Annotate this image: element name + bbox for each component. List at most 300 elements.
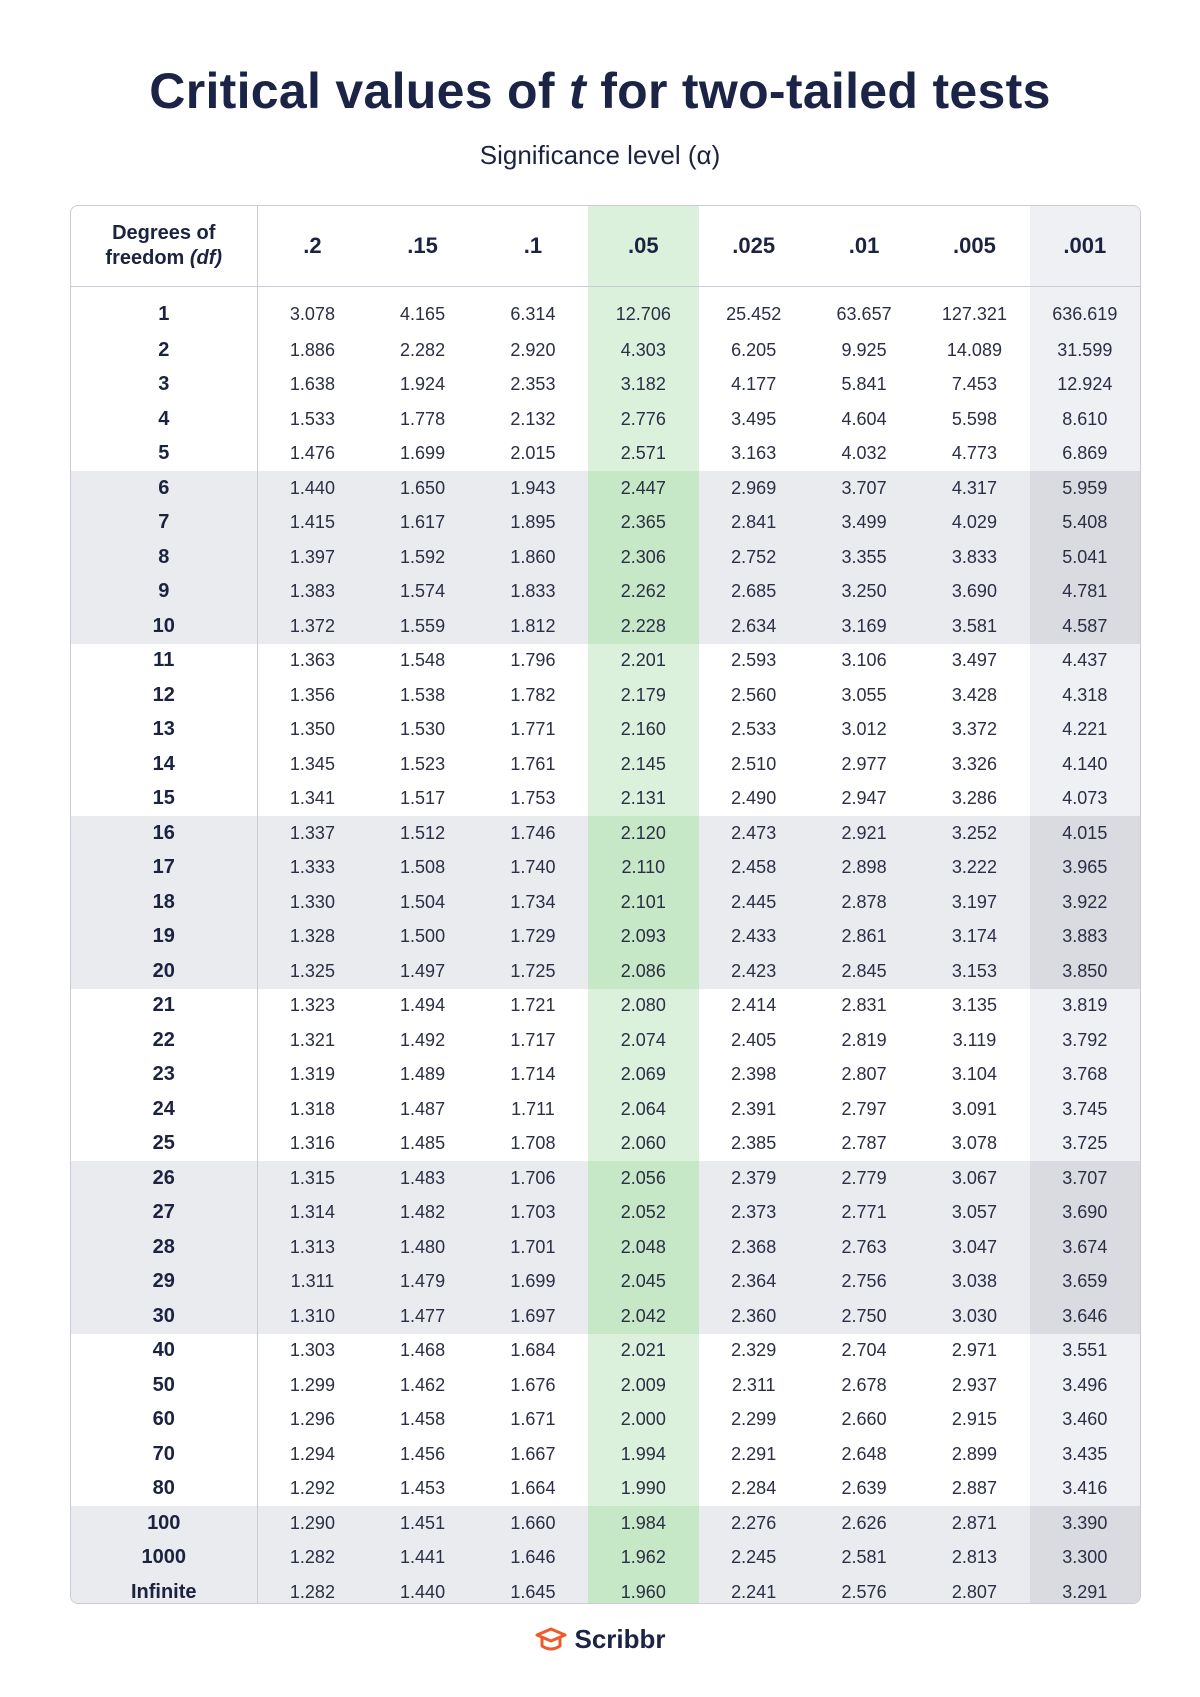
critical-value-cell: 4.318	[1030, 678, 1140, 713]
critical-value-cell: 1.504	[367, 885, 477, 920]
alpha-header-p15: .15	[367, 206, 477, 287]
df-cell: 4	[71, 402, 257, 437]
critical-value-cell: 3.551	[1030, 1334, 1140, 1369]
critical-value-cell: 3.047	[919, 1230, 1029, 1265]
critical-value-cell: 1.592	[367, 540, 477, 575]
critical-value-cell: 1.924	[400, 374, 446, 395]
df-cell: 16	[71, 816, 257, 851]
critical-value-cell: 1.489	[400, 1064, 446, 1085]
table-row	[71, 437, 1140, 472]
table-row	[71, 1368, 1140, 1403]
critical-value-cell: 3.883	[1030, 920, 1140, 955]
table-row	[71, 1265, 1140, 1300]
critical-value-cell: 2.179	[588, 678, 698, 713]
scribbr-logo-icon	[534, 1626, 568, 1654]
critical-value-cell: 4.781	[1030, 575, 1140, 610]
critical-value-cell: 3.091	[951, 1098, 997, 1119]
critical-value-cell: 3.372	[951, 719, 997, 740]
df-cell: 22	[71, 1023, 257, 1058]
critical-value-cell: 1.451	[367, 1506, 477, 1541]
critical-value-cell: 2.414	[731, 995, 777, 1016]
critical-value-cell: 2.678	[841, 1374, 887, 1395]
critical-value-cell: 1.328	[257, 920, 367, 955]
df-cell: 15	[71, 782, 257, 817]
df-header-line1: Degrees of	[112, 222, 216, 244]
critical-value-cell: 1.664	[510, 1478, 556, 1499]
df-cell: 28	[71, 1230, 257, 1265]
table-row	[71, 782, 1140, 817]
critical-value-cell: 1.617	[367, 506, 477, 541]
critical-value-cell: 4.437	[1030, 644, 1140, 679]
critical-value-cell: 3.659	[1030, 1265, 1140, 1300]
critical-value-cell: 4.773	[951, 443, 997, 464]
table-row	[71, 506, 1140, 541]
df-cell: 50	[71, 1368, 257, 1403]
critical-value-cell: 2.245	[699, 1541, 809, 1576]
critical-value-cell: 2.132	[510, 408, 556, 429]
critical-value-cell: 2.878	[809, 885, 919, 920]
alpha-header-p005: .005	[919, 206, 1029, 287]
table-row	[71, 1058, 1140, 1093]
alpha-header-p2: .2	[257, 206, 367, 287]
critical-value-cell: 2.819	[841, 1029, 887, 1050]
critical-value-cell: 3.499	[809, 506, 919, 541]
critical-value-cell: 1.494	[400, 995, 446, 1016]
critical-value-cell: 2.626	[809, 1506, 919, 1541]
critical-value-cell: 8.610	[1030, 402, 1140, 437]
df-cell: 10	[71, 609, 257, 644]
table-row	[71, 1506, 1140, 1541]
critical-value-cell: 3.030	[919, 1299, 1029, 1334]
critical-value-cell: 3.833	[919, 540, 1029, 575]
critical-value-cell: 1.962	[588, 1541, 698, 1576]
df-cell: 8	[71, 540, 257, 575]
df-cell: 11	[71, 644, 257, 679]
critical-value-cell: 2.398	[731, 1064, 777, 1085]
critical-value-cell: 2.576	[809, 1575, 919, 1604]
critical-value-cell: 2.571	[588, 437, 698, 472]
critical-value-cell: 2.490	[731, 788, 777, 809]
critical-value-cell: 1.645	[478, 1575, 588, 1604]
df-cell: 26	[71, 1161, 257, 1196]
critical-value-cell: 14.089	[946, 339, 1002, 360]
df-cell: 7	[71, 506, 257, 541]
critical-value-cell: 2.131	[588, 782, 698, 817]
critical-value-cell: 1.753	[510, 788, 556, 809]
critical-value-cell: 3.690	[919, 575, 1029, 610]
critical-value-cell: 3.390	[1030, 1506, 1140, 1541]
table-row	[71, 1161, 1140, 1196]
table-row	[71, 1092, 1140, 1127]
critical-value-cell: 2.021	[588, 1334, 698, 1369]
critical-value-cell: 2.704	[841, 1340, 887, 1361]
critical-value-cell: 2.015	[510, 443, 556, 464]
critical-value-cell: 2.831	[841, 995, 887, 1016]
critical-value-cell: 3.768	[1030, 1058, 1140, 1093]
critical-value-cell: 1.314	[257, 1196, 367, 1231]
critical-value-cell: 1.333	[257, 851, 367, 886]
table-row	[71, 1403, 1140, 1438]
critical-value-cell: 3.355	[809, 540, 919, 575]
critical-value-cell: 2.807	[841, 1064, 887, 1085]
title-text-before: Critical values of	[149, 63, 570, 119]
critical-value-cell: 1.480	[367, 1230, 477, 1265]
alpha-header-p001: .001	[1030, 206, 1140, 287]
critical-value-cell: 4.140	[1030, 747, 1140, 782]
critical-value-cell: 3.792	[1030, 1023, 1140, 1058]
critical-value-cell: 9.925	[841, 339, 887, 360]
critical-value-cell: 3.104	[951, 1064, 997, 1085]
critical-value-cell: 1.311	[257, 1265, 367, 1300]
critical-value-cell: 3.163	[731, 443, 777, 464]
critical-value-cell: 1.796	[510, 650, 556, 671]
df-cell: 14	[71, 747, 257, 782]
df-cell: 17	[71, 851, 257, 886]
title-variable-t: t	[569, 63, 586, 119]
critical-value-cell: 2.423	[699, 954, 809, 989]
critical-value-cell: 1.574	[367, 575, 477, 610]
critical-value-cell: 31.599	[1030, 333, 1140, 368]
df-cell: 80	[71, 1472, 257, 1507]
critical-value-cell: 5.598	[951, 408, 997, 429]
critical-value-cell: 1.456	[400, 1443, 446, 1464]
critical-value-cell: 2.779	[809, 1161, 919, 1196]
critical-value-cell: 2.000	[588, 1403, 698, 1438]
critical-value-cell: 1.318	[289, 1098, 335, 1119]
table-header-row	[71, 206, 1140, 287]
critical-value-cell: 2.593	[731, 650, 777, 671]
df-cell: 2	[71, 333, 257, 368]
table-row	[71, 678, 1140, 713]
table-row	[71, 1541, 1140, 1576]
df-cell: 19	[71, 920, 257, 955]
critical-value-cell: 2.813	[919, 1541, 1029, 1576]
critical-value-cell: 1.497	[367, 954, 477, 989]
critical-value-cell: 1.671	[510, 1409, 556, 1430]
critical-value-cell: 1.721	[510, 995, 556, 1016]
table-row	[71, 540, 1140, 575]
critical-value-cell: 4.317	[919, 471, 1029, 506]
critical-value-cell: 5.041	[1030, 540, 1140, 575]
critical-value-cell: 2.120	[588, 816, 698, 851]
critical-value-cell: 2.560	[731, 684, 777, 705]
table-row	[71, 287, 1140, 334]
table-body	[71, 287, 1140, 1605]
critical-value-cell: 1.886	[289, 339, 335, 360]
page-title	[0, 62, 1200, 120]
critical-value-cell: 2.473	[699, 816, 809, 851]
df-cell: 9	[71, 575, 257, 610]
df-cell: 29	[71, 1265, 257, 1300]
critical-value-cell: 2.093	[588, 920, 698, 955]
df-cell: 27	[71, 1196, 257, 1231]
critical-value-cell: 2.060	[588, 1127, 698, 1162]
critical-value-cell: 3.725	[1030, 1127, 1140, 1162]
df-cell: 30	[71, 1299, 257, 1334]
t-table-container	[70, 205, 1141, 1604]
critical-value-cell: 3.416	[1030, 1472, 1140, 1507]
critical-value-cell: 3.496	[1030, 1368, 1140, 1403]
critical-value-cell: 5.959	[1030, 471, 1140, 506]
critical-value-cell: 6.205	[731, 339, 777, 360]
critical-value-cell: 1.833	[478, 575, 588, 610]
critical-value-cell: 2.145	[588, 747, 698, 782]
critical-value-cell: 1.984	[588, 1506, 698, 1541]
critical-value-cell: 1.667	[510, 1443, 556, 1464]
critical-value-cell: 1.479	[367, 1265, 477, 1300]
critical-value-cell: 3.057	[919, 1196, 1029, 1231]
critical-value-cell: 1.500	[367, 920, 477, 955]
critical-value-cell: 2.648	[841, 1443, 887, 1464]
critical-value-cell: 1.325	[257, 954, 367, 989]
critical-value-cell: 3.106	[841, 650, 887, 671]
df-cell: 13	[71, 713, 257, 748]
critical-value-cell: 1.538	[400, 684, 446, 705]
critical-value-cell: 2.160	[588, 713, 698, 748]
critical-value-cell: 1.345	[289, 753, 335, 774]
critical-value-cell: 1.703	[478, 1196, 588, 1231]
critical-value-cell: 2.807	[919, 1575, 1029, 1604]
critical-value-cell: 1.483	[367, 1161, 477, 1196]
critical-value-cell: 2.685	[699, 575, 809, 610]
critical-value-cell: 2.368	[699, 1230, 809, 1265]
critical-value-cell: 1.508	[367, 851, 477, 886]
critical-value-cell: 1.548	[400, 650, 446, 671]
critical-value-cell: 2.750	[809, 1299, 919, 1334]
critical-value-cell: 4.604	[841, 408, 887, 429]
critical-value-cell: 3.581	[919, 609, 1029, 644]
critical-value-cell: 25.452	[726, 303, 782, 324]
critical-value-cell: 2.056	[588, 1161, 698, 1196]
critical-value-cell: 4.303	[588, 333, 698, 368]
critical-value-cell: 2.756	[809, 1265, 919, 1300]
critical-value-cell: 2.841	[699, 506, 809, 541]
critical-value-cell: 3.819	[1030, 989, 1140, 1024]
critical-value-cell: 2.533	[731, 719, 777, 740]
critical-value-cell: 4.015	[1030, 816, 1140, 851]
critical-value-cell: 1.330	[257, 885, 367, 920]
critical-value-cell: 1.711	[511, 1098, 555, 1119]
critical-value-cell: 2.373	[699, 1196, 809, 1231]
critical-value-cell: 1.303	[289, 1340, 335, 1361]
critical-value-cell: 1.638	[289, 374, 335, 395]
df-cell: 100	[71, 1506, 257, 1541]
critical-value-cell: 1.487	[400, 1098, 446, 1119]
critical-value-cell: 2.639	[841, 1478, 887, 1499]
critical-value-cell: 7.453	[951, 374, 997, 395]
df-cell: 70	[71, 1437, 257, 1472]
critical-value-cell: 2.276	[699, 1506, 809, 1541]
critical-value-cell: 3.067	[919, 1161, 1029, 1196]
table-row	[71, 402, 1140, 437]
critical-value-cell: 1.341	[289, 788, 335, 809]
df-cell: 25	[71, 1127, 257, 1162]
critical-value-cell: 1.492	[400, 1029, 446, 1050]
scribbr-logo	[0, 1624, 1200, 1655]
critical-value-cell: 2.899	[951, 1443, 997, 1464]
critical-value-cell: 1.441	[367, 1541, 477, 1576]
critical-value-cell: 2.887	[951, 1478, 997, 1499]
alpha-header-p05: .05	[588, 206, 698, 287]
critical-value-cell: 2.228	[588, 609, 698, 644]
critical-value-cell: 1.482	[367, 1196, 477, 1231]
critical-value-cell: 1.895	[478, 506, 588, 541]
critical-value-cell: 3.922	[1030, 885, 1140, 920]
critical-value-cell: 2.365	[588, 506, 698, 541]
critical-value-cell: 1.310	[257, 1299, 367, 1334]
critical-value-cell: 2.797	[841, 1098, 887, 1119]
critical-value-cell: 1.415	[257, 506, 367, 541]
df-cell: 12	[71, 678, 257, 713]
critical-value-cell: 1.316	[289, 1133, 335, 1154]
table-row	[71, 609, 1140, 644]
critical-value-cell: 2.921	[809, 816, 919, 851]
critical-value-cell: 1.706	[478, 1161, 588, 1196]
critical-value-cell: 1.323	[289, 995, 335, 1016]
critical-value-cell: 3.646	[1030, 1299, 1140, 1334]
critical-value-cell: 3.965	[1030, 851, 1140, 886]
critical-value-cell: 2.969	[699, 471, 809, 506]
critical-value-cell: 1.771	[510, 719, 556, 740]
critical-value-cell: 1.476	[289, 443, 335, 464]
critical-value-cell: 3.174	[919, 920, 1029, 955]
critical-value-cell: 636.619	[1030, 287, 1140, 334]
critical-value-cell: 1.468	[400, 1340, 446, 1361]
table-row	[71, 333, 1140, 368]
critical-value-cell: 2.391	[731, 1098, 777, 1119]
critical-value-cell: 2.201	[588, 644, 698, 679]
critical-value-cell: 2.920	[510, 339, 556, 360]
critical-value-cell: 3.012	[841, 719, 887, 740]
critical-value-cell: 2.776	[588, 402, 698, 437]
critical-value-cell: 1.725	[478, 954, 588, 989]
critical-value-cell: 3.674	[1030, 1230, 1140, 1265]
critical-value-cell: 3.850	[1030, 954, 1140, 989]
df-cell: 5	[71, 437, 257, 472]
df-cell: 24	[71, 1092, 257, 1127]
critical-value-cell: 1.530	[400, 719, 446, 740]
critical-value-cell: 1.458	[400, 1409, 446, 1430]
df-cell: 40	[71, 1334, 257, 1369]
critical-value-cell: 6.869	[1030, 437, 1140, 472]
critical-value-cell: 1.440	[257, 471, 367, 506]
critical-value-cell: 2.052	[588, 1196, 698, 1231]
table-row	[71, 1230, 1140, 1265]
critical-value-cell: 2.282	[400, 339, 446, 360]
alpha-header-p01: .01	[809, 206, 919, 287]
table-row	[71, 989, 1140, 1024]
critical-value-cell: 2.042	[588, 1299, 698, 1334]
critical-value-cell: 1.363	[289, 650, 335, 671]
table-row	[71, 713, 1140, 748]
critical-value-cell: 1.994	[588, 1437, 698, 1472]
critical-value-cell: 3.135	[951, 995, 997, 1016]
critical-value-cell: 3.428	[951, 684, 997, 705]
critical-value-cell: 3.707	[809, 471, 919, 506]
table-row	[71, 575, 1140, 610]
critical-value-cell: 1.943	[478, 471, 588, 506]
critical-value-cell: 3.286	[951, 788, 997, 809]
critical-value-cell: 1.697	[478, 1299, 588, 1334]
critical-value-cell: 4.587	[1030, 609, 1140, 644]
critical-value-cell: 2.458	[699, 851, 809, 886]
critical-value-cell: 3.153	[919, 954, 1029, 989]
critical-value-cell: 2.048	[588, 1230, 698, 1265]
critical-value-cell: 1.782	[510, 684, 556, 705]
critical-value-cell: 1.319	[289, 1064, 335, 1085]
critical-value-cell: 1.812	[478, 609, 588, 644]
critical-value-cell: 1.290	[257, 1506, 367, 1541]
critical-value-cell: 1.714	[510, 1064, 556, 1085]
title-text-after: for two-tailed tests	[586, 63, 1051, 119]
critical-value-cell: 2.898	[809, 851, 919, 886]
table-row	[71, 471, 1140, 506]
critical-value-cell: 3.078	[951, 1133, 997, 1154]
critical-value-cell: 1.383	[257, 575, 367, 610]
critical-value-cell: 1.960	[588, 1575, 698, 1604]
critical-value-cell: 2.915	[951, 1409, 997, 1430]
critical-value-cell: 1.315	[257, 1161, 367, 1196]
critical-value-cell: 2.379	[699, 1161, 809, 1196]
critical-value-cell: 2.752	[699, 540, 809, 575]
df-cell: 1000	[71, 1541, 257, 1576]
logo-text: Scribbr	[574, 1624, 666, 1654]
critical-value-cell: 5.841	[841, 374, 887, 395]
critical-value-cell: 3.291	[1030, 1575, 1140, 1604]
critical-value-cell: 2.353	[510, 374, 556, 395]
critical-value-cell: 2.009	[588, 1368, 698, 1403]
critical-value-cell: 2.311	[731, 1374, 776, 1395]
critical-value-cell: 2.763	[809, 1230, 919, 1265]
critical-value-cell: 1.746	[478, 816, 588, 851]
critical-value-cell: 2.405	[731, 1029, 777, 1050]
critical-value-cell: 1.294	[289, 1443, 335, 1464]
critical-value-cell: 1.517	[400, 788, 446, 809]
critical-value-cell: 2.069	[588, 1058, 698, 1093]
critical-value-cell: 3.707	[1030, 1161, 1140, 1196]
critical-value-cell: 4.029	[919, 506, 1029, 541]
critical-value-cell: 2.299	[731, 1409, 777, 1430]
critical-value-cell: 1.292	[289, 1478, 335, 1499]
df-cell: 23	[71, 1058, 257, 1093]
critical-value-cell: 1.684	[510, 1340, 556, 1361]
critical-value-cell: 2.445	[699, 885, 809, 920]
critical-value-cell: 2.329	[731, 1340, 777, 1361]
critical-value-cell: 1.860	[478, 540, 588, 575]
table-row	[71, 920, 1140, 955]
critical-value-cell: 3.690	[1030, 1196, 1140, 1231]
critical-value-cell: 5.408	[1030, 506, 1140, 541]
critical-value-cell: 3.119	[952, 1029, 997, 1050]
critical-value-cell: 3.169	[809, 609, 919, 644]
critical-value-cell: 2.433	[699, 920, 809, 955]
critical-value-cell: 1.761	[510, 753, 556, 774]
table-row	[71, 1575, 1140, 1604]
critical-value-cell: 3.078	[289, 303, 335, 324]
df-cell: 18	[71, 885, 257, 920]
critical-value-cell: 2.241	[699, 1575, 809, 1604]
critical-value-cell: 1.676	[510, 1374, 556, 1395]
table-row	[71, 1437, 1140, 1472]
critical-value-cell: 1.729	[478, 920, 588, 955]
critical-value-cell: 2.787	[841, 1133, 887, 1154]
critical-value-cell: 4.032	[841, 443, 887, 464]
table-row	[71, 1023, 1140, 1058]
df-header-line2: freedom	[105, 247, 190, 269]
critical-value-cell: 3.182	[588, 368, 698, 403]
critical-value-cell: 1.296	[289, 1409, 335, 1430]
critical-value-cell: 1.372	[257, 609, 367, 644]
